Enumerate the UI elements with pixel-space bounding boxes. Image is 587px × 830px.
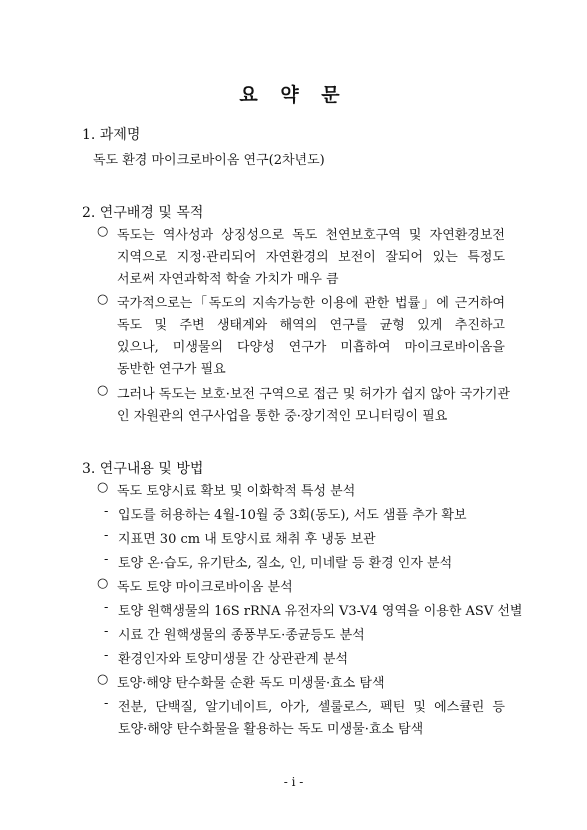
project-name: 독도 환경 마이크로바이옴 연구(2차년도) [93, 153, 325, 168]
circle-bullet-icon: ○ [97, 292, 109, 307]
circle-bullet-icon: ○ [97, 224, 109, 239]
method-group-title: 독도 토양시료 확보 및 이화학적 특성 분석 [117, 484, 356, 499]
method-sub-item: 토양 온·습도, 유기탄소, 질소, 인, 미네랄 등 환경 인자 분석 [118, 556, 453, 571]
dash-bullet: - [104, 696, 109, 711]
dash-bullet: - [104, 624, 109, 639]
method-group-title: 독도 토양 마이크로바이옴 분석 [117, 580, 293, 595]
item-line: 국가적으로는「독도의 지속가능한 이용에 관한 법률」에 근거하여 [117, 296, 505, 311]
method-sub-item: 시료 간 원핵생물의 종풍부도·종균등도 분석 [118, 628, 365, 643]
method-sub-item: 토양·해양 탄수화물을 활용하는 독도 미생물·효소 탐색 [118, 722, 424, 737]
item-line: 인 자원관의 연구사업을 통한 중·장기적인 모니터링이 필요 [117, 409, 448, 424]
item-line: 지역으로 지정·관리되어 자연환경의 보전이 잘되어 있는 특정도 [117, 250, 505, 265]
dash-bullet: - [104, 648, 109, 663]
item-line: 독도는 역사성과 상징성으로 독도 천연보호구역 및 자연환경보전 [117, 228, 505, 243]
item-line: 서로써 자연과학적 학술 가치가 매우 큼 [117, 272, 339, 287]
method-sub-item: 환경인자와 토양미생물 간 상관관계 분석 [118, 652, 349, 667]
item-line: 그러나 독도는 보호·보전 구역으로 접근 및 허가가 쉽지 않아 국가기관 [117, 387, 510, 402]
page-number: - i - [283, 775, 304, 789]
dash-bullet: - [104, 552, 109, 567]
dash-bullet: - [104, 528, 109, 543]
section-1-heading: 1. 과제명 [82, 127, 141, 143]
section-3-heading: 3. 연구내용 및 방법 [82, 461, 204, 477]
dash-bullet: - [104, 600, 109, 615]
method-sub-item: 입도를 허용하는 4월-10월 중 3회(동도), 서도 샘플 추가 확보 [118, 508, 467, 523]
circle-bullet-icon: ○ [97, 383, 109, 398]
circle-bullet-icon: ○ [97, 672, 109, 687]
item-line: 동반한 연구가 필요 [117, 362, 226, 377]
item-line: 독도 및 주변 생태계와 해역의 연구를 균형 있게 추진하고 [117, 318, 505, 333]
item-line: 있으나, 미생물의 다양성 연구가 미흡하여 마이크로바이옴을 [117, 340, 505, 355]
method-sub-item: 토양 원핵생물의 16S rRNA 유전자의 V3-V4 영역을 이용한 ASV 선별 [118, 604, 523, 619]
method-group-title: 토양·해양 탄수화물 순환 독도 미생물·효소 탐색 [117, 676, 385, 691]
method-sub-item: 지표면 30 cm 내 토양시료 채취 후 냉동 보관 [118, 532, 376, 547]
dash-bullet: - [104, 504, 109, 519]
page-title: 요 약 문 [239, 84, 348, 106]
circle-bullet-icon: ○ [97, 576, 109, 591]
section-2-heading: 2. 연구배경 및 목적 [82, 205, 204, 221]
circle-bullet-icon: ○ [97, 480, 109, 495]
method-sub-item: 전분, 단백질, 알기네이트, 아가, 셀룰로스, 펙틴 및 에스큘린 등 [118, 700, 505, 715]
